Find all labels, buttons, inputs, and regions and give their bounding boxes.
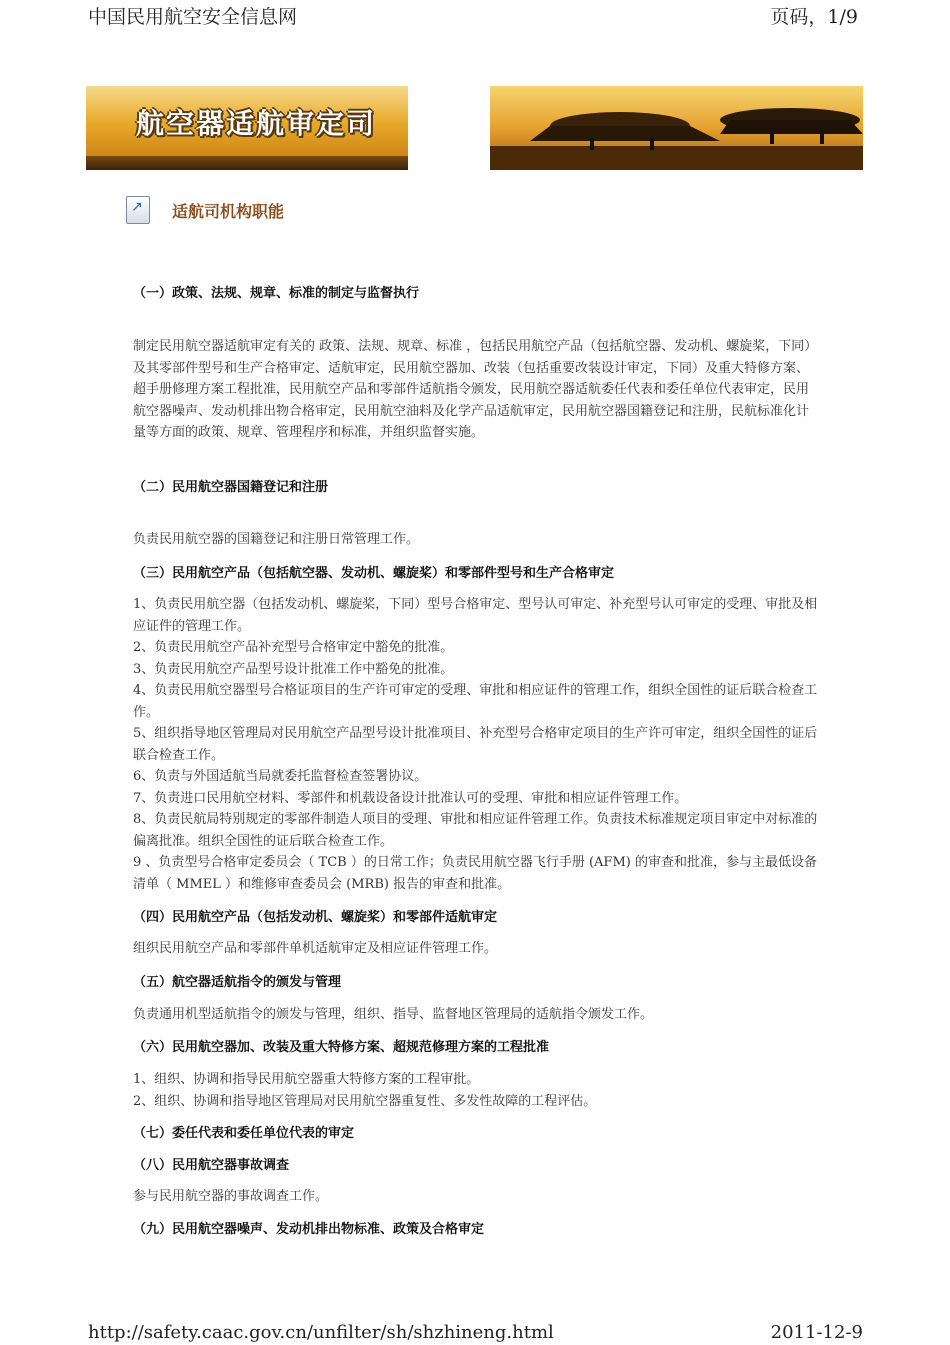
heading-4: （四）民用航空产品（包括发动机、螺旋桨）和零部件适航审定 [133, 910, 498, 925]
heading-6: （六）民用航空器加、改装及重大特修方案、超规范修理方案的工程批准 [133, 1040, 550, 1055]
paragraph-8: 参与民用航空器的事故调查工作。 [133, 1189, 329, 1204]
paragraph-6: 1、组织、协调和指导民用航空器重大特修方案的工程审批。 2、组织、协调和指导地区管理局对民用航空器重复性、多发性故障的工程评估。 [133, 1072, 597, 1109]
heading-9: （九）民用航空器噪声、发动机排出物标准、政策及合格审定 [133, 1222, 485, 1237]
site-name: 中国民用航空安全信息网 [88, 6, 298, 28]
paragraph-2: 负责民用航空器的国籍登记和注册日常管理工作。 [133, 532, 420, 547]
paragraph-1: 制定民用航空器适航审定有关的 政策、法规、规章、标准 ，包括民用航空产品（包括航空器、发动机、螺旋桨，下同）及其零部件型号和生产合格审定、适航审定，民用航空器加、改装（包括重要改装设计审定，下同）及重大特修方案、超手册修理方案工程批准，民用航空产品和零部件适航指令颁发，民用航空器适航委任代表和委任单位代表审定，民用航空器噪声、发动机排出物合格审定，民用航空油料及化学产品适航审定，民用航空器国籍登记和注册，民航标准化计量等方面的政策、规章、管理程序和标准，并组织监督实施。 [133, 339, 818, 440]
heading-1: （一）政策、法规、规章、标准的制定与监督执行 [133, 286, 420, 301]
heading-2: （二）民用航空器国籍登记和注册 [133, 480, 329, 495]
document-arrow-icon [126, 196, 150, 224]
heading-8: （八）民用航空器事故调查 [133, 1158, 290, 1173]
heading-3: （三）民用航空产品（包括航空器、发动机、螺旋桨）和零部件型号和生产合格审定 [133, 566, 615, 581]
print-date: 2011-12-9 [770, 1322, 863, 1343]
paragraph-3: 1、负责民用航空器（包括发动机、螺旋桨，下同）型号合格审定、型号认可审定、补充型号认可审定的受理、审批及相应证件的管理工作。 2、负责民用航空产品补充型号合格审定中豁免的批准。 3、负责民用航空产品型号设计批准工作中豁免的批准。 4、负责民用航空器型号合格证项目的生产许可审定的受理、审批和相应证件的管理工作，组织全国性的证后联合检查工作。 5、组织指导地区管理局对民用航空产品型号设计批准项目、补充型号合格审定项目的生产许可审定，组织全国性的证后联合检查工作。 6、负责与外国适航当局就委托监督检查签署协议。 7、负责进口民用航空材料、零部件和机载设备设计批准认可的受理、审批和相应证件管理工作。 8、负责民航局特别规定的零部件制造人项目的受理、审批和相应证件管理工作。负责技术标准规定项目审定中对标准的偏离批准。组织全国性的证后联合检查工作。 9 、负责型号合格审定委员会（ TCB ）的日常工作；负责民用航空器飞行手册 (AFM) 的审查和批准，参与主最低设备清单（ MMEL ）和维修审查委员会 (MRB) 报告的审查和批准。 [133, 597, 818, 892]
paragraph-4: 组织民用航空产品和零部件单机适航审定及相应证件管理工作。 [133, 941, 498, 956]
section-header [126, 196, 284, 224]
section-title: 适航司机构职能 [172, 201, 285, 221]
page-number: 页码，1/9 [770, 6, 858, 28]
banner-title-image [86, 86, 408, 170]
source-url: http://safety.caac.gov.cn/unfilter/sh/shzhineng.html [88, 1322, 554, 1343]
heading-5: （五）航空器适航指令的颁发与管理 [133, 975, 342, 990]
paragraph-5: 负责通用机型适航指令的颁发与管理，组织、指导、监督地区管理局的适航指令颁发工作。 [133, 1007, 654, 1022]
heading-7: （七）委任代表和委任单位代表的审定 [133, 1126, 355, 1141]
banner-title: 航空器适航审定司 [136, 107, 377, 140]
airplane-banner-image [490, 86, 863, 170]
